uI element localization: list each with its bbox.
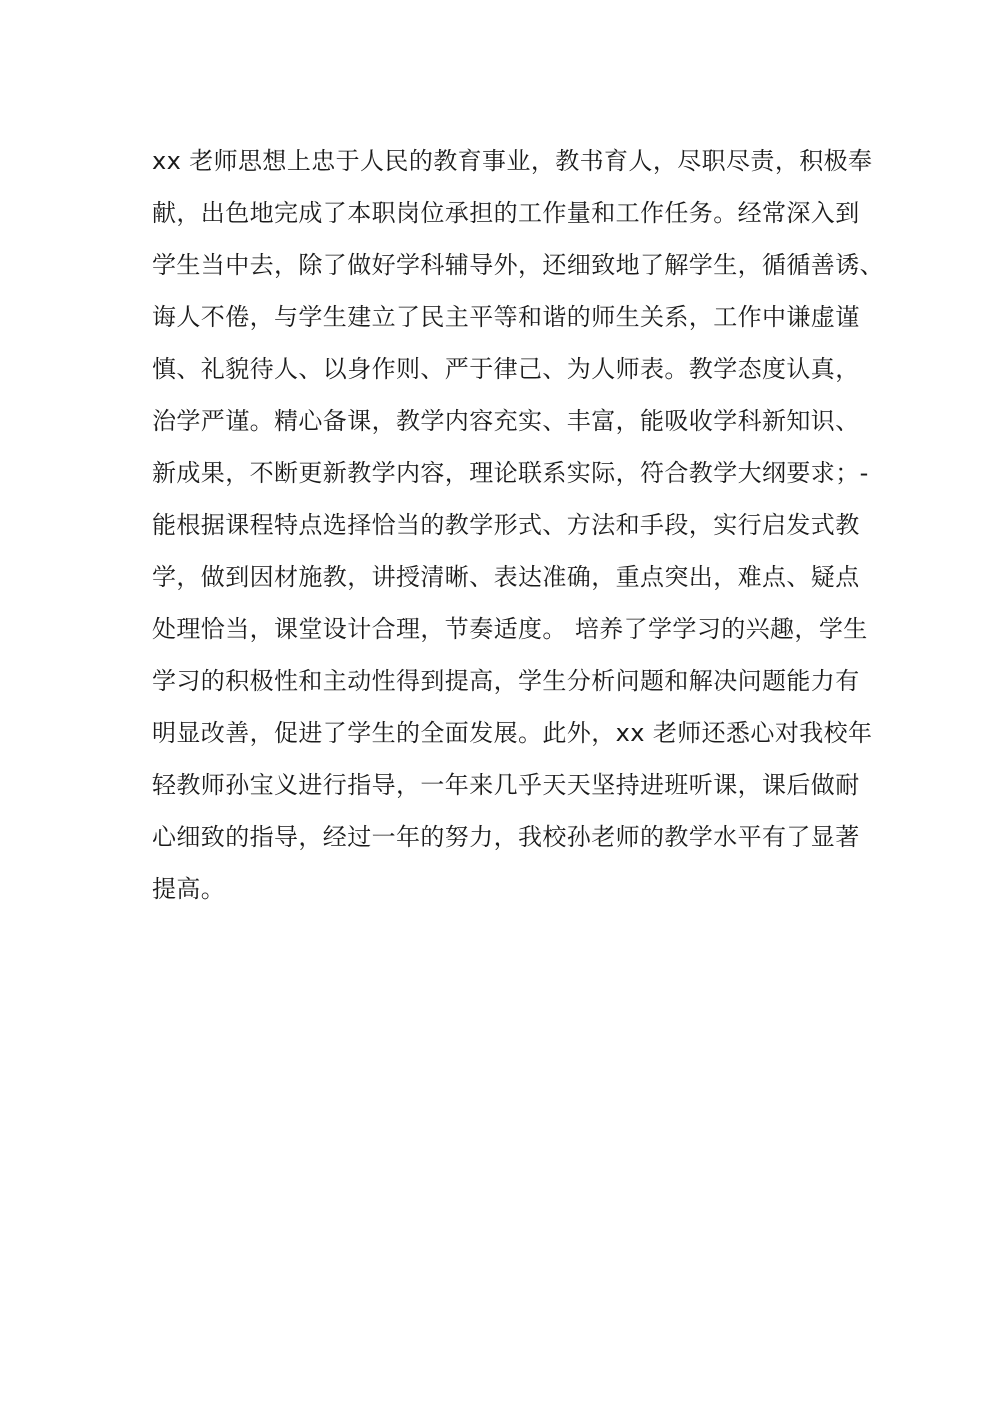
text-line: 新成果，不断更新教学内容，理论联系实际，符合教学大纲要求；- xyxy=(152,459,869,487)
text-line: 轻教师孙宝义进行指导，一年来几乎天天坚持进班听课，课后做耐 xyxy=(152,771,860,799)
text-line: 处理恰当，课堂设计合理，节奏适度。 培养了学学习的兴趣，学生 xyxy=(152,615,868,643)
text-line: 能根据课程特点选择恰当的教学形式、方法和手段，实行启发式教 xyxy=(152,511,860,539)
text-line: 献，出色地完成了本职岗位承担的工作量和工作任务。经常深入到 xyxy=(152,199,860,227)
text-line: 提高。 xyxy=(152,875,226,903)
text-line: 治学严谨。精心备课，教学内容充实、丰富，能吸收学科新知识、 xyxy=(152,407,860,435)
text-line: xx 老师思想上忠于人民的教育事业，教书育人，尽职尽责，积极奉 xyxy=(152,147,873,175)
text-line: 学习的积极性和主动性得到提高，学生分析问题和解决问题能力有 xyxy=(152,667,860,695)
text-line: 明显改善，促进了学生的全面发展。此外，xx 老师还悉心对我校年 xyxy=(152,719,873,747)
text-line: 学生当中去，除了做好学科辅导外，还细致地了解学生，循循善诱、 xyxy=(152,251,884,279)
text-line: 慎、礼貌待人、以身作则、严于律己、为人师表。教学态度认真， xyxy=(152,355,860,383)
text-line: 诲人不倦，与学生建立了民主平等和谐的师生关系，工作中谦虚谨 xyxy=(152,303,860,331)
text-line: 学，做到因材施教，讲授清晰、表达准确，重点突出，难点、疑点 xyxy=(152,563,860,591)
document-body xyxy=(152,141,884,921)
text-line: 心细致的指导，经过一年的努力，我校孙老师的教学水平有了显著 xyxy=(152,823,860,851)
